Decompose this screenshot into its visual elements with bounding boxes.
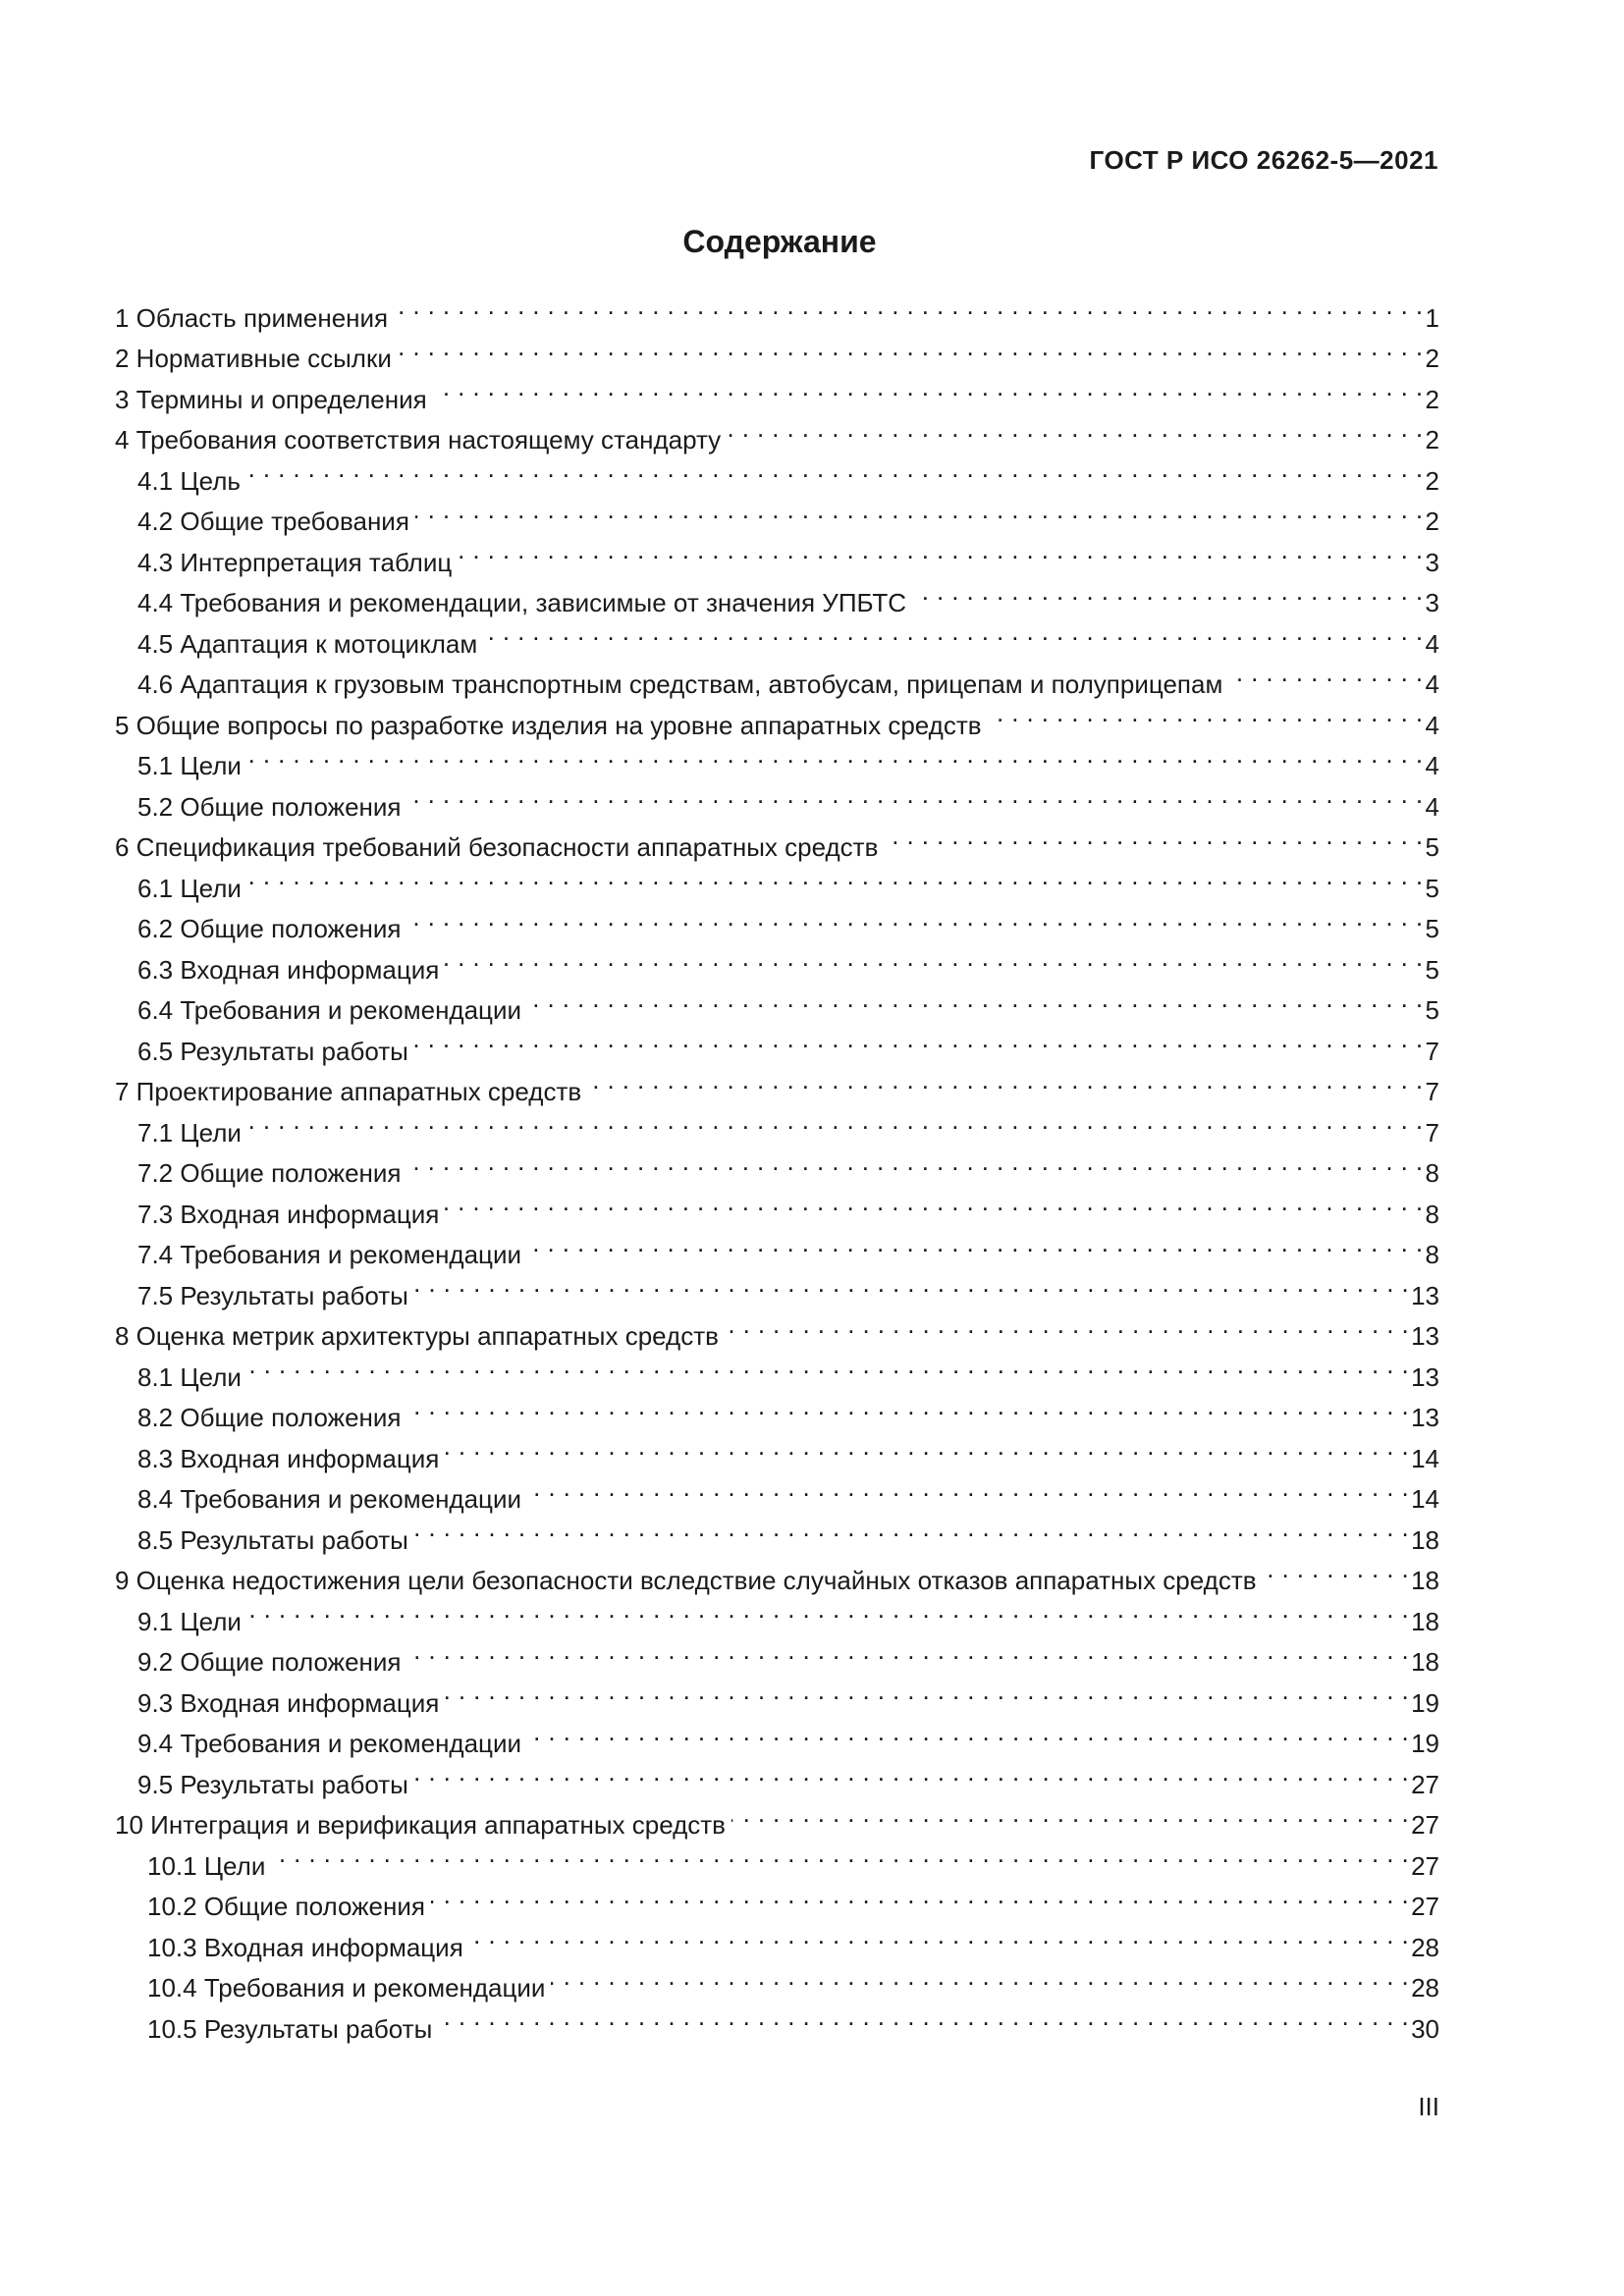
toc-entry-label: 8 Оценка метрик архитектуры аппаратных средств	[115, 1321, 719, 1351]
toc-entry-label: 9.3 Входная информация	[137, 1687, 440, 1718]
toc-entry-label: 10.3 Входная информация	[147, 1932, 463, 1962]
toc-dot-leader	[407, 1630, 1410, 1672]
toc-entry-page: 2	[1425, 507, 1439, 536]
toc-entry[interactable]	[115, 1142, 1439, 1188]
toc-entry-label: 10.2 Общие положения	[147, 1892, 425, 1921]
toc-dot-leader	[414, 1263, 1409, 1305]
toc-entry[interactable]	[115, 1386, 1439, 1432]
toc-entry[interactable]	[115, 734, 1439, 780]
toc-entry-page: 28	[1411, 1932, 1439, 1962]
toc-entry-label: 8.4 Требования и рекомендации	[137, 1484, 521, 1514]
toc-entry-label: 8.5 Результаты работы	[137, 1524, 408, 1555]
toc-entry-label: 5 Общие вопросы по разработке изделия на уровне аппаратных средств	[115, 710, 982, 740]
toc-entry-page: 13	[1411, 1321, 1439, 1351]
toc-dot-leader	[469, 1915, 1409, 1956]
toc-entry-label: 7.2 Общие положения	[137, 1158, 402, 1188]
toc-dot-leader	[445, 1671, 1409, 1712]
toc-entry-page: 2	[1425, 425, 1439, 454]
toc-entry-label: 4.4 Требования и рекомендации, зависимые от значения УПБТС	[137, 588, 907, 617]
toc-entry[interactable]	[115, 774, 1439, 822]
toc-entry-page: 8	[1425, 1199, 1439, 1229]
toc-entry-label: 10.1 Цели	[147, 1850, 266, 1881]
toc-entry-label: 6.1 Цели	[137, 873, 242, 903]
toc-entry[interactable]	[115, 897, 1439, 943]
toc-dot-leader	[247, 734, 1424, 775]
toc-dot-leader	[587, 1060, 1423, 1101]
toc-entry-page: 4	[1425, 710, 1439, 740]
toc-dot-leader	[445, 1426, 1409, 1468]
toc-entry-page: 7	[1425, 1117, 1439, 1148]
toc-dot-leader	[731, 1793, 1409, 1835]
toc-entry-label: 9.2 Общие положения	[137, 1647, 402, 1677]
toc-entry-page: 19	[1411, 1729, 1439, 1758]
toc-entry-page: 13	[1411, 1403, 1439, 1432]
toc-entry-label: 1 Область применения	[115, 302, 389, 333]
toc-entry-label: 4.6 Адаптация к грузовым транспортным средствам, автобусам, прицепам и полуприцепам	[137, 669, 1223, 699]
toc-entry-label: 8.3 Входная информация	[137, 1443, 440, 1473]
toc-entry-label: 7.4 Требования и рекомендации	[137, 1240, 521, 1269]
table-of-contents	[115, 286, 1439, 2044]
toc-dot-leader	[398, 327, 1424, 368]
toc-entry-page: 14	[1411, 1443, 1439, 1473]
toc-dot-leader	[247, 1345, 1409, 1386]
toc-entry-label: 6.3 Входная информация	[137, 954, 440, 985]
toc-entry-label: 9.5 Результаты работы	[137, 1769, 408, 1799]
toc-entry[interactable]	[115, 1589, 1439, 1636]
toc-dot-leader	[247, 856, 1424, 897]
toc-dot-leader	[407, 1386, 1410, 1427]
toc-entry-page: 7	[1425, 1036, 1439, 1066]
toc-dot-leader	[246, 449, 1424, 490]
toc-dot-leader	[527, 1223, 1424, 1264]
toc-entry-page: 27	[1411, 1892, 1439, 1921]
toc-entry[interactable]	[115, 1875, 1439, 1921]
toc-entry-label: 4 Требования соответствия настоящему стандарту	[115, 425, 722, 454]
toc-dot-leader	[912, 571, 1423, 613]
toc-dot-leader	[445, 937, 1423, 979]
toc-dot-leader	[884, 816, 1423, 857]
toc-entry-page: 4	[1425, 791, 1439, 822]
toc-dot-leader	[445, 1182, 1423, 1223]
toc-dot-leader	[483, 612, 1423, 653]
toc-entry-label: 6.5 Результаты работы	[137, 1036, 408, 1066]
toc-entry-label: 7.3 Входная информация	[137, 1199, 440, 1229]
toc-entry-label: 6 Спецификация требований безопасности аппаратных средств	[115, 832, 879, 862]
toc-entry-label: 4.5 Адаптация к мотоциклам	[137, 628, 478, 659]
toc-dot-leader	[414, 1752, 1409, 1793]
toc-entry-page: 3	[1425, 547, 1439, 577]
toc-entry-page: 5	[1425, 914, 1439, 943]
toc-entry-page: 19	[1411, 1687, 1439, 1718]
toc-entry-label: 7.1 Цели	[137, 1117, 242, 1148]
toc-entry[interactable]	[115, 856, 1439, 903]
toc-title: Содержание	[682, 224, 877, 259]
toc-entry[interactable]	[115, 1100, 1439, 1148]
toc-dot-leader	[247, 1589, 1409, 1630]
toc-entry-label: 9.4 Требования и рекомендации	[137, 1729, 521, 1758]
toc-dot-leader	[414, 1508, 1409, 1549]
toc-entry-page: 1	[1425, 302, 1439, 333]
toc-dot-leader	[458, 530, 1423, 571]
toc-dot-leader	[431, 1875, 1409, 1916]
toc-dot-leader	[527, 1712, 1409, 1753]
toc-entry-page: 13	[1411, 1362, 1439, 1392]
toc-entry[interactable]	[115, 490, 1439, 536]
toc-dot-leader	[1228, 653, 1423, 694]
toc-entry[interactable]	[115, 1345, 1439, 1392]
toc-entry-page: 13	[1411, 1280, 1439, 1310]
toc-dot-leader	[407, 1142, 1424, 1183]
toc-entry[interactable]	[115, 1630, 1439, 1677]
toc-entry[interactable]	[115, 286, 1439, 333]
toc-dot-leader	[551, 1956, 1409, 1998]
toc-dot-leader	[727, 408, 1423, 450]
toc-dot-leader	[415, 490, 1424, 531]
toc-entry-page: 27	[1411, 1850, 1439, 1881]
toc-entry-label: 3 Термины и определения	[115, 384, 427, 414]
toc-entry-label: 10 Интеграция и верификация аппаратных средств	[115, 1810, 726, 1840]
toc-entry-page: 5	[1425, 832, 1439, 862]
toc-dot-leader	[407, 897, 1424, 938]
toc-entry-label: 8.2 Общие положения	[137, 1403, 402, 1432]
toc-dot-leader	[988, 693, 1424, 734]
toc-dot-leader	[725, 1305, 1409, 1346]
toc-entry-page: 2	[1425, 465, 1439, 496]
toc-dot-leader	[247, 1100, 1424, 1142]
toc-entry-page: 14	[1411, 1484, 1439, 1514]
toc-entry-label: 9.1 Цели	[137, 1606, 242, 1636]
toc-dot-leader	[394, 286, 1423, 327]
toc-entry-page: 18	[1411, 1647, 1439, 1677]
toc-dot-leader	[433, 367, 1424, 408]
toc-dot-leader	[414, 1019, 1424, 1060]
toc-entry-label: 6.2 Общие положения	[137, 914, 402, 943]
page-number: III	[1418, 2092, 1439, 2121]
toc-entry-label: 5.2 Общие положения	[137, 791, 402, 822]
toc-entry-label: 8.1 Цели	[137, 1362, 242, 1392]
toc-entry-page: 30	[1411, 2013, 1439, 2044]
toc-entry-label: 2 Нормативные ссылки	[115, 344, 392, 373]
toc-entry-page: 2	[1425, 344, 1439, 373]
toc-entry-label: 4.3 Интерпретация таблиц	[137, 547, 453, 577]
toc-entry-page: 28	[1411, 1973, 1439, 2002]
toc-dot-leader	[527, 979, 1424, 1020]
toc-entry-label: 10.4 Требования и рекомендации	[147, 1973, 546, 2002]
toc-dot-leader	[438, 1997, 1409, 2038]
toc-dot-leader	[1263, 1549, 1410, 1590]
toc-entry-label: 9 Оценка недостижения цели безопасности вследствие случайных отказов аппаратных средств	[115, 1566, 1257, 1595]
toc-entry-label: 6.4 Требования и рекомендации	[137, 995, 521, 1025]
toc-entry-label: 7.5 Результаты работы	[137, 1280, 408, 1310]
toc-entry-page: 18	[1411, 1524, 1439, 1555]
toc-entry-page: 18	[1411, 1566, 1439, 1595]
toc-entry-page: 8	[1425, 1240, 1439, 1269]
toc-entry-page: 8	[1425, 1158, 1439, 1188]
toc-entry-label: 7 Проектирование аппаратных средств	[115, 1077, 582, 1106]
toc-entry-label: 4.2 Общие требования	[137, 507, 409, 536]
toc-entry[interactable]	[115, 449, 1439, 496]
toc-dot-leader	[527, 1468, 1409, 1509]
standard-code-header: ГОСТ Р ИСО 26262-5—2021	[1089, 145, 1438, 175]
toc-entry-page: 18	[1411, 1606, 1439, 1636]
toc-entry-page: 27	[1411, 1810, 1439, 1840]
toc-entry-page: 5	[1425, 954, 1439, 985]
toc-dot-leader	[271, 1834, 1409, 1875]
toc-dot-leader	[407, 774, 1424, 816]
toc-entry-page: 4	[1425, 669, 1439, 699]
toc-entry-page: 4	[1425, 751, 1439, 780]
toc-entry-page: 7	[1425, 1077, 1439, 1106]
toc-entry-label: 5.1 Цели	[137, 751, 242, 780]
toc-entry-label: 10.5 Результаты работы	[147, 2013, 433, 2044]
toc-entry-page: 3	[1425, 588, 1439, 617]
toc-entry-page: 5	[1425, 995, 1439, 1025]
toc-entry-page: 2	[1425, 384, 1439, 414]
toc-entry[interactable]	[115, 1834, 1439, 1881]
toc-entry-page: 27	[1411, 1769, 1439, 1799]
toc-entry-label: 4.1 Цель	[137, 465, 241, 496]
toc-entry-page: 5	[1425, 873, 1439, 903]
toc-entry-page: 4	[1425, 628, 1439, 659]
